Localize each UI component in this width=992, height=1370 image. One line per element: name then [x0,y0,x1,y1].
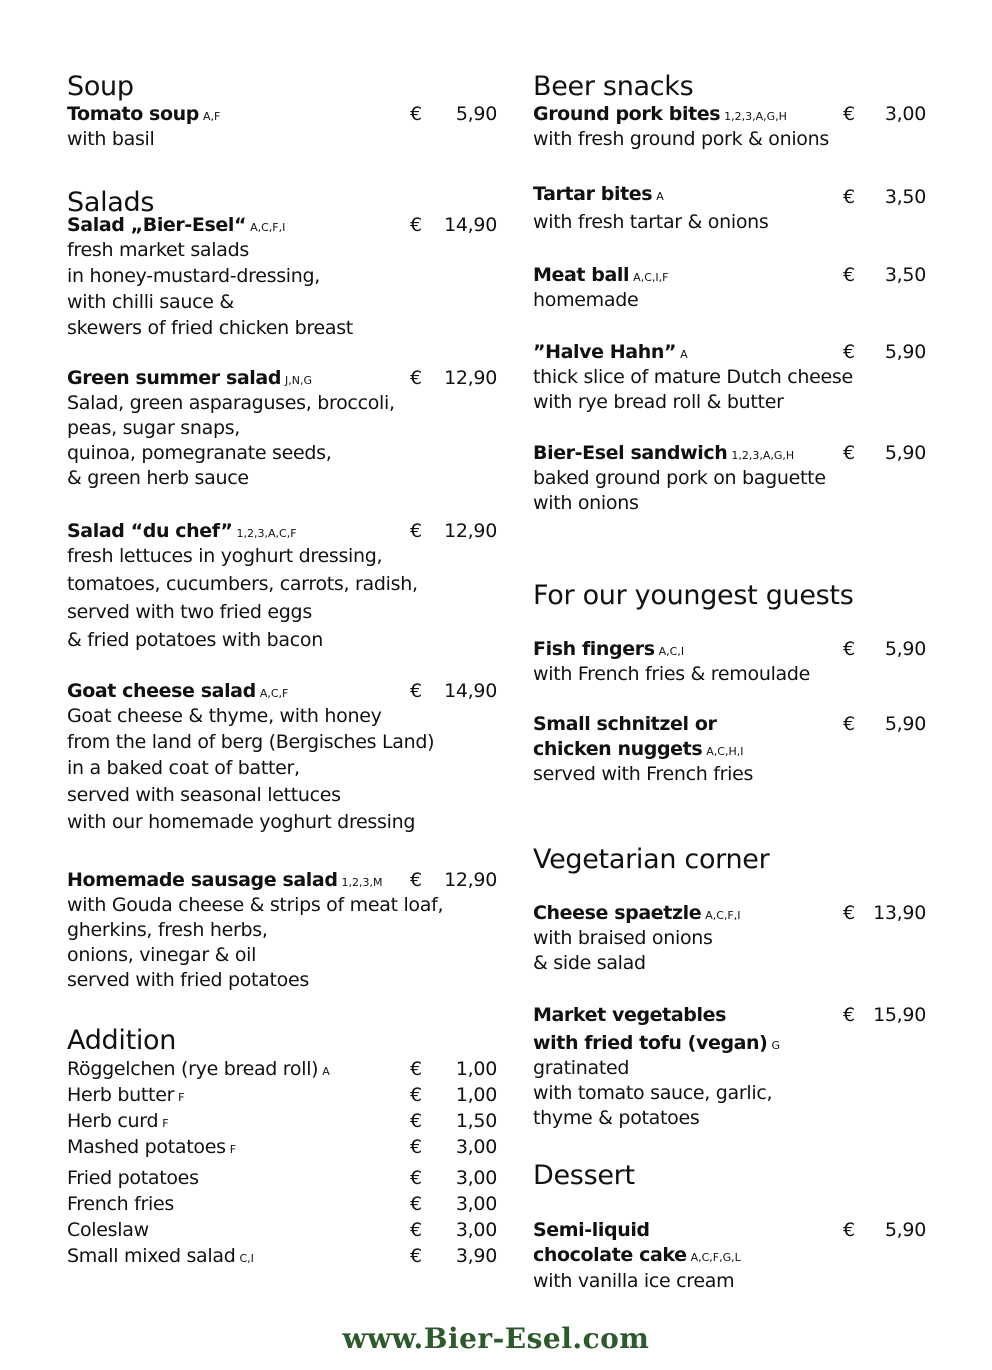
menu-item [67,1192,497,1218]
section-addition [67,1025,497,1270]
currency-symbol: € [410,1084,423,1106]
menu-item [533,901,963,926]
item-description: from the land of berg (Bergisches Land) [67,731,435,753]
menu-item [67,213,497,238]
item-name: French fries [67,1193,174,1215]
currency-symbol: € [410,367,423,389]
item-price: 5,90 [884,1219,926,1241]
allergen-codes: A,C,I [658,645,685,658]
item-description: quinoa, pomegranate seeds, [67,442,332,464]
item-name: Salad “du chef” [67,520,233,542]
item-price: 14,90 [444,214,497,236]
item-description: fresh market salads [67,239,249,261]
menu-item [533,441,963,466]
item-name: Market vegetables [533,1004,726,1026]
item-name: Salad „Bier-Esel“ [67,214,247,236]
menu-item [533,340,963,365]
item-price: 13,90 [873,902,926,924]
allergen-codes: J,N,G [285,374,313,387]
menu-item-name-continued [533,1243,963,1269]
item-description: Goat cheese & thyme, with honey [67,705,382,727]
currency-symbol: € [410,680,423,702]
item-name: Tomato soup [67,103,199,125]
allergen-codes: A [680,348,688,361]
currency-symbol: € [410,1193,423,1215]
item-name: Ground pork bites [533,103,721,125]
item-description: with rye bread roll & butter [533,391,784,413]
website-link[interactable]: www.Bier-Esel.com [342,1322,650,1355]
item-name: ”Halve Hahn” [533,341,677,363]
currency-symbol: € [843,713,856,735]
item-description: with fresh tartar & onions [533,211,769,233]
currency-symbol: € [843,103,856,125]
menu-item [533,263,963,288]
menu-item [533,1218,963,1243]
item-description: homemade [533,289,639,311]
currency-symbol: € [410,1245,423,1267]
item-price: 5,90 [884,442,926,464]
allergen-codes: 1,2,3,A,C,F [236,527,297,540]
menu-item [67,519,497,544]
item-price: 12,90 [444,520,497,542]
item-description: thick slice of mature Dutch cheese [533,366,853,388]
section-heading: For our youngest guests [533,580,854,611]
section-heading: Beer snacks [533,71,694,102]
item-name: chocolate cake [533,1244,687,1266]
menu-item-name-continued [533,737,963,762]
section-youngest-guests [533,580,963,787]
currency-symbol: € [843,638,856,660]
menu-item [67,1083,497,1109]
item-price: 3,50 [884,186,926,208]
item-price: 3,00 [884,103,926,125]
item-description: with tomato sauce, garlic, [533,1082,773,1104]
item-description: gherkins, fresh herbs, [67,919,268,941]
menu-item [67,1244,497,1270]
item-description: with fresh ground pork & onions [533,128,829,150]
menu-item [533,712,963,737]
item-price: 14,90 [444,680,497,702]
allergen-codes: A [656,190,664,203]
item-price: 3,00 [455,1167,497,1189]
item-name: Röggelchen (rye bread roll) [67,1058,319,1080]
currency-symbol: € [843,186,856,208]
item-description: baked ground pork on baguette [533,467,826,489]
currency-symbol: € [843,341,856,363]
item-description: skewers of fried chicken breast [67,317,353,339]
item-description: fresh lettuces in yoghurt dressing, [67,545,383,567]
currency-symbol: € [410,1058,423,1080]
item-price: 1,00 [455,1084,497,1106]
item-price: 3,00 [455,1193,497,1215]
section-dessert [533,1160,963,1294]
currency-symbol: € [410,1136,423,1158]
item-name: Green summer salad [67,367,282,389]
section-heading: Vegetarian corner [533,844,770,875]
item-description: onions, vinegar & oil [67,944,257,966]
allergen-codes: A [322,1065,330,1078]
item-name: Meat ball [533,264,630,286]
section-heading: Salads [67,187,155,218]
menu-item [67,1218,497,1244]
menu-item [67,1057,497,1083]
menu-item [67,679,497,704]
item-description: tomatoes, cucumbers, carrots, radish, [67,573,418,595]
item-name: chicken nuggets [533,738,703,760]
section-heading: Soup [67,71,134,102]
currency-symbol: € [843,1004,856,1026]
item-name: Herb butter [67,1084,175,1106]
currency-symbol: € [410,520,423,542]
allergen-codes: A,F [202,110,221,123]
section-heading: Addition [67,1025,177,1056]
allergen-codes: 1,2,3,A,G,H [731,449,795,462]
section-salads [67,187,497,993]
section-vegetarian-corner [533,844,963,1131]
item-name: Fish fingers [533,638,655,660]
item-name: Semi-liquid [533,1219,650,1241]
allergen-codes: A,C,F,I [250,221,286,234]
item-description: with basil [67,128,155,150]
item-description: with vanilla ice cream [533,1270,735,1292]
item-price: 3,50 [884,264,926,286]
item-name: Herb curd [67,1110,159,1132]
item-price: 12,90 [444,869,497,891]
currency-symbol: € [410,103,423,125]
item-price: 15,90 [873,1004,926,1026]
item-description: with French fries & remoulade [533,663,811,685]
menu-item [67,1135,497,1166]
menu-item [67,366,497,391]
item-description: served with seasonal lettuces [67,784,341,806]
allergen-codes: A,C,F,I [705,909,741,922]
item-name: Bier-Esel sandwich [533,442,728,464]
menu-item [67,868,497,893]
item-price: 3,90 [455,1245,497,1267]
item-description: with our homemade yoghurt dressing [67,811,416,833]
item-price: 1,50 [455,1110,497,1132]
currency-symbol: € [410,1167,423,1189]
item-description: in a baked coat of batter, [67,757,300,779]
menu-item [533,102,963,127]
menu-item [533,637,963,662]
allergen-codes: 1,2,3,A,G,H [724,110,787,123]
item-price: 1,00 [455,1058,497,1080]
allergen-codes: F [178,1091,185,1104]
item-name: Small mixed salad [67,1245,236,1267]
item-name: Cheese spaetzle [533,902,702,924]
currency-symbol: € [843,1219,856,1241]
item-description: with braised onions [533,927,713,949]
currency-symbol: € [410,869,423,891]
item-name: Coleslaw [67,1219,149,1241]
allergen-codes: A,C,F,G,L [690,1251,741,1264]
menu-item [533,182,963,207]
allergen-codes: A,C,I,F [633,271,669,284]
item-price: 5,90 [884,638,926,660]
currency-symbol: € [843,264,856,286]
item-description: gratinated [533,1057,630,1079]
item-description: peas, sugar snaps, [67,417,241,439]
item-description: served with two fried eggs [67,601,312,623]
menu-item [533,1003,963,1028]
section-beer-snacks [533,71,963,516]
item-description: in honey-mustard-dressing, [67,265,321,287]
allergen-codes: G [771,1039,781,1052]
menu-item [67,1166,497,1192]
item-price: 3,00 [455,1136,497,1158]
section-soup [67,71,497,152]
item-name: Tartar bites [533,183,653,205]
allergen-codes: F [162,1117,169,1130]
allergen-codes: C,I [239,1252,254,1265]
currency-symbol: € [843,902,856,924]
item-price: 5,90 [884,341,926,363]
item-name: Fried potatoes [67,1167,199,1189]
allergen-codes: A,C,F [259,687,289,700]
item-name: Small schnitzel or [533,713,717,735]
item-description: with onions [533,492,639,514]
allergen-codes: A,C,H,I [706,745,744,758]
item-name: with fried tofu (vegan) [533,1032,768,1054]
item-description: with chilli sauce & [67,291,234,313]
menu-item [67,102,497,127]
item-price: 5,90 [884,713,926,735]
menu-item-name-continued [533,1031,963,1056]
item-name: Homemade sausage salad [67,869,338,891]
item-description: Salad, green asparaguses, broccoli, [67,392,395,414]
section-heading: Dessert [533,1160,635,1191]
currency-symbol: € [410,1219,423,1241]
item-description: & fried potatoes with bacon [67,629,323,651]
currency-symbol: € [410,1110,423,1132]
item-description: with Gouda cheese & strips of meat loaf, [67,894,444,916]
item-name: Goat cheese salad [67,680,256,702]
currency-symbol: € [410,214,423,236]
item-description: & green herb sauce [67,467,249,489]
menu-item [67,1109,497,1135]
item-description: served with French fries [533,763,754,785]
item-description: served with fried potatoes [67,969,309,991]
allergen-codes: 1,2,3,M [341,876,383,889]
allergen-codes: F [229,1143,237,1156]
item-name: Mashed potatoes [67,1136,226,1158]
item-price: 3,00 [455,1219,497,1241]
item-price: 5,90 [455,103,497,125]
item-description: thyme & potatoes [533,1107,700,1129]
item-description: & side salad [533,952,646,974]
currency-symbol: € [843,442,856,464]
item-price: 12,90 [444,367,497,389]
